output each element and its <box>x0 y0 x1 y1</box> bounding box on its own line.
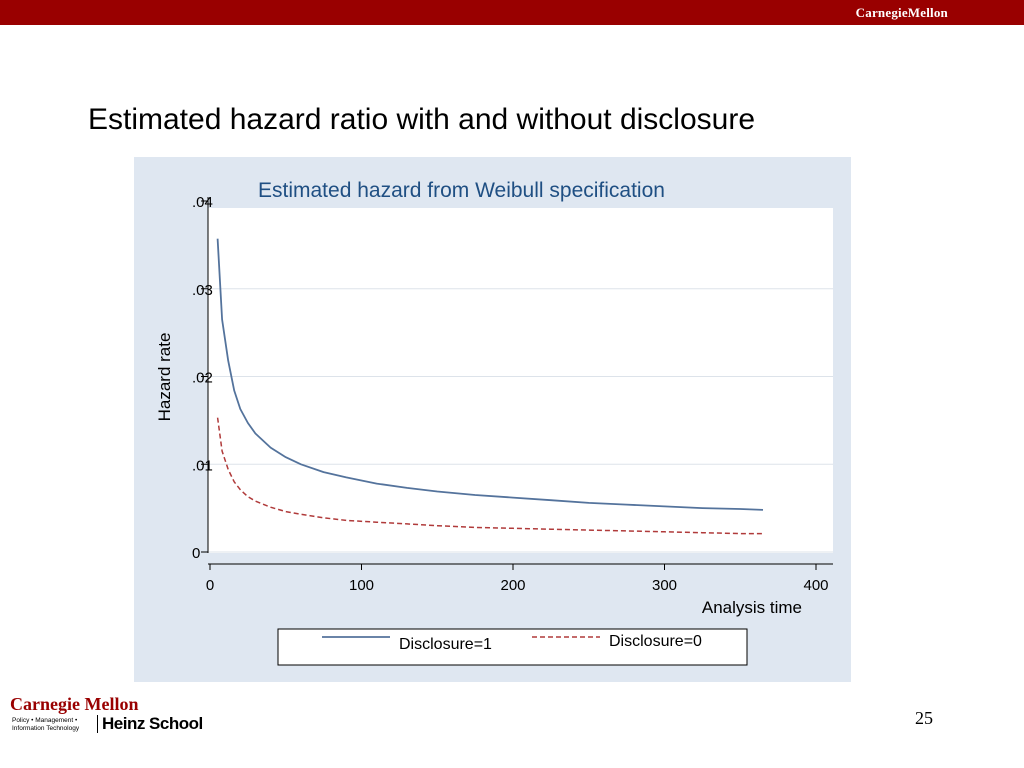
footer-school-name: Heinz School <box>102 714 203 733</box>
legend <box>278 629 747 665</box>
footer-logo-line1: Policy • Management • <box>12 717 78 724</box>
hazard-chart <box>134 157 851 682</box>
footer-logo-line2: Information Technology <box>12 725 80 732</box>
chart-title: Estimated hazard from Weibull specification <box>258 179 665 202</box>
chart-panel <box>134 157 851 682</box>
header-bar <box>0 0 1024 25</box>
y-tick-label: .01 <box>192 457 213 475</box>
legend-label-2: Disclosure=0 <box>609 633 702 650</box>
y-tick-label: 0 <box>192 545 201 562</box>
x-tick-label: 400 <box>803 577 829 594</box>
footer-logo <box>10 694 203 738</box>
y-tick-label: .02 <box>192 369 213 387</box>
x-tick-label: 200 <box>500 577 526 594</box>
slide-title: Estimated hazard ratio with and without disclosure <box>88 103 756 136</box>
x-tick-label: 300 <box>651 577 678 594</box>
legend-label-1: Disclosure=1 <box>399 636 492 653</box>
footer-logo-name: Carnegie Mellon <box>10 694 139 714</box>
x-tick-label: 0 <box>205 577 215 594</box>
y-tick-label: .03 <box>192 281 213 299</box>
x-axis-label: Analysis time <box>701 598 802 617</box>
plot-area <box>208 208 833 553</box>
header-brand: CarnegieMellon <box>855 5 948 20</box>
x-tick-label: 100 <box>348 577 375 594</box>
footer-logo-divider <box>97 715 98 733</box>
y-tick-label: .04 <box>192 194 213 211</box>
y-axis-label: Hazard rate <box>155 332 174 422</box>
page-number: 25 <box>915 708 933 728</box>
